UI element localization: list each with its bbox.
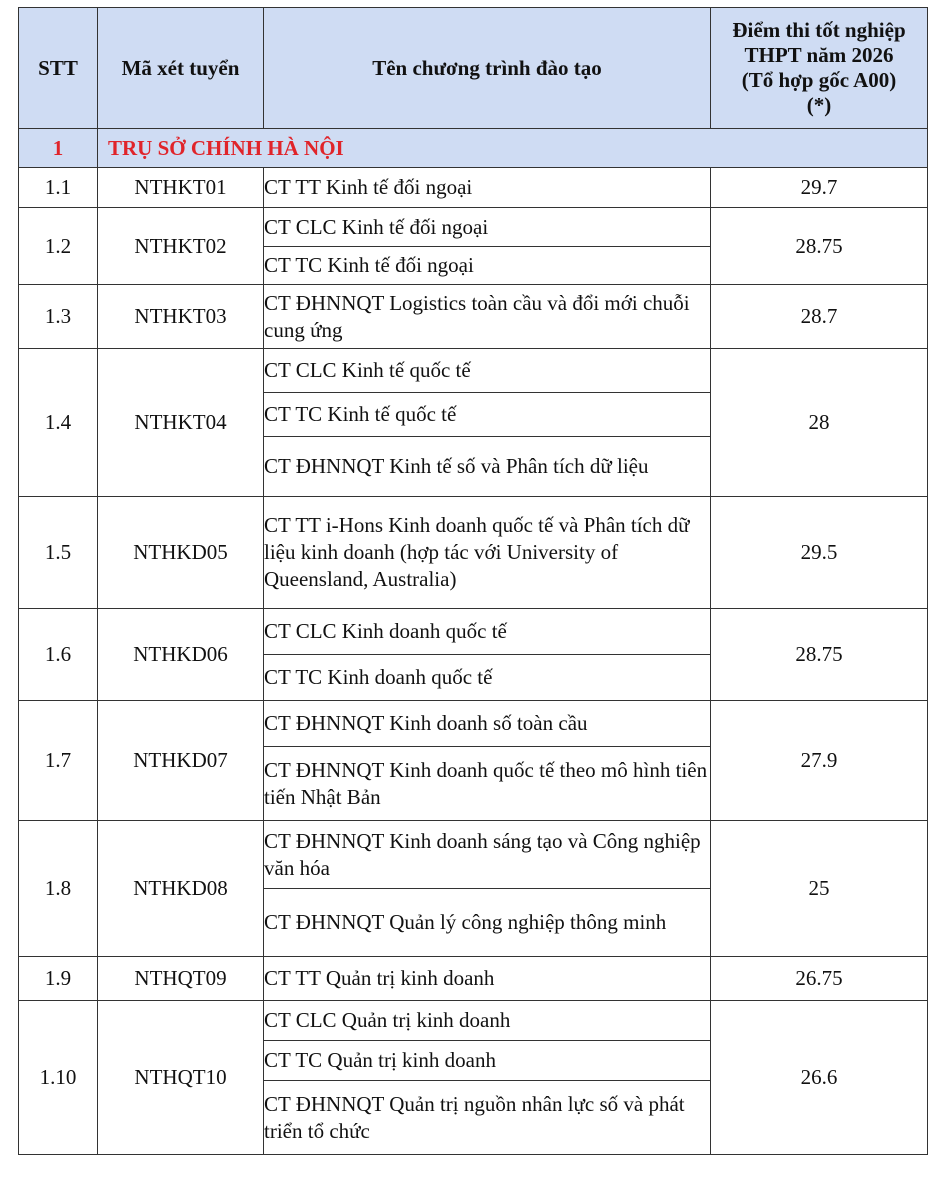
row-score: 28.75: [711, 609, 928, 701]
row-code: NTHKT02: [98, 208, 264, 285]
row-code: NTHKT01: [98, 168, 264, 208]
row-program-name: CT CLC Kinh doanh quốc tế: [264, 609, 711, 655]
row-code: NTHKT03: [98, 285, 264, 349]
row-score: 28.75: [711, 208, 928, 285]
row-stt: 1.9: [19, 957, 98, 1001]
table-body: [19, 129, 928, 1155]
row-score: 28: [711, 349, 928, 497]
row-stt: 1.5: [19, 497, 98, 609]
row-program-name: CT ĐHNNQT Kinh doanh sáng tạo và Công nghiệp văn hóa: [264, 821, 711, 889]
row-code: NTHQT10: [98, 1001, 264, 1155]
row-score: 29.7: [711, 168, 928, 208]
section-number: 1: [19, 129, 98, 168]
row-code: NTHKD07: [98, 701, 264, 821]
table-row: [19, 821, 928, 889]
row-score: 29.5: [711, 497, 928, 609]
row-program-name: CT CLC Kinh tế đối ngoại: [264, 208, 711, 247]
table-row: [19, 957, 928, 1001]
row-program-name: CT TC Kinh doanh quốc tế: [264, 655, 711, 701]
header-program: Tên chương trình đào tạo: [264, 8, 711, 129]
row-code: NTHKD06: [98, 609, 264, 701]
row-program-name: CT ĐHNNQT Kinh doanh quốc tế theo mô hình tiên tiến Nhật Bản: [264, 747, 711, 821]
row-program-name: CT TC Kinh tế đối ngoại: [264, 247, 711, 285]
section-row: [19, 129, 928, 168]
row-stt: 1.6: [19, 609, 98, 701]
row-program-name: CT TT Quản trị kinh doanh: [264, 957, 711, 1001]
row-stt: 1.3: [19, 285, 98, 349]
table-row: [19, 285, 928, 349]
table-row: [19, 208, 928, 247]
header-score-line: THPT năm 2026: [744, 43, 894, 67]
section-title: TRỤ SỞ CHÍNH HÀ NỘI: [98, 129, 928, 168]
row-code: NTHQT09: [98, 957, 264, 1001]
table-row: [19, 349, 928, 393]
table-row: [19, 168, 928, 208]
row-stt: 1.1: [19, 168, 98, 208]
row-program-name: CT ĐHNNQT Logistics toàn cầu và đổi mới chuỗi cung ứng: [264, 285, 711, 349]
header-stt: STT: [19, 8, 98, 129]
header-score: [711, 8, 928, 129]
admissions-score-table: [18, 7, 928, 1155]
row-program-name: CT TT i-Hons Kinh doanh quốc tế và Phân tích dữ liệu kinh doanh (hợp tác với University of Queensland, Australia): [264, 497, 711, 609]
table-row: [19, 497, 928, 609]
table-row: [19, 1001, 928, 1041]
row-program-name: CT CLC Kinh tế quốc tế: [264, 349, 711, 393]
row-score: 28.7: [711, 285, 928, 349]
row-stt: 1.7: [19, 701, 98, 821]
row-score: 26.75: [711, 957, 928, 1001]
header-score-line: (Tổ hợp gốc A00): [741, 68, 897, 92]
row-program-name: CT ĐHNNQT Kinh tế số và Phân tích dữ liệu: [264, 437, 711, 497]
row-program-name: CT TC Quản trị kinh doanh: [264, 1041, 711, 1081]
row-program-name: CT CLC Quản trị kinh doanh: [264, 1001, 711, 1041]
table-header: [19, 8, 928, 129]
row-score: 27.9: [711, 701, 928, 821]
row-program-name: CT ĐHNNQT Quản lý công nghiệp thông minh: [264, 889, 711, 957]
row-stt: 1.2: [19, 208, 98, 285]
row-score: 25: [711, 821, 928, 957]
row-program-name: CT TT Kinh tế đối ngoại: [264, 168, 711, 208]
row-program-name: CT TC Kinh tế quốc tế: [264, 393, 711, 437]
row-code: NTHKD05: [98, 497, 264, 609]
row-stt: 1.4: [19, 349, 98, 497]
row-score: 26.6: [711, 1001, 928, 1155]
header-code: Mã xét tuyển: [98, 8, 264, 129]
header-score-line: Điểm thi tốt nghiệp: [732, 18, 906, 42]
table-row: [19, 701, 928, 747]
header-score-line: (*): [806, 93, 832, 117]
row-code: NTHKD08: [98, 821, 264, 957]
row-program-name: CT ĐHNNQT Kinh doanh số toàn cầu: [264, 701, 711, 747]
table-row: [19, 609, 928, 655]
row-code: NTHKT04: [98, 349, 264, 497]
row-stt: 1.10: [19, 1001, 98, 1155]
row-program-name: CT ĐHNNQT Quản trị nguồn nhân lực số và phát triển tổ chức: [264, 1081, 711, 1155]
row-stt: 1.8: [19, 821, 98, 957]
